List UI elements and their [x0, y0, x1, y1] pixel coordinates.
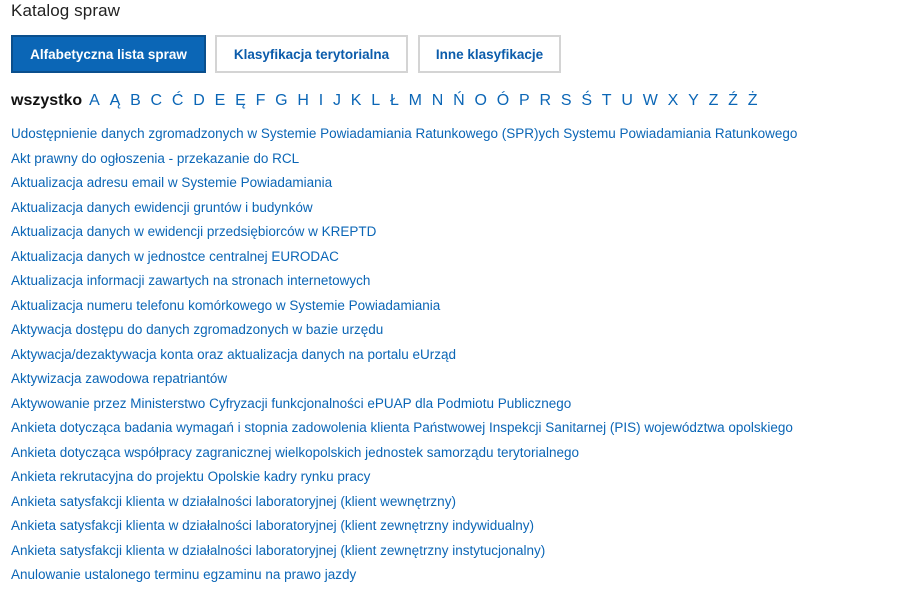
alphabet-letter[interactable]: G [275, 92, 288, 109]
case-list-item[interactable]: Aktualizacja danych w jednostce centralnej EURODAC [11, 248, 339, 264]
case-list-item[interactable]: Ankieta satysfakcji klienta w działalności laboratoryjnej (klient zewnętrzny instytucjonalny) [11, 542, 546, 558]
alphabet-letter[interactable]: Ć [171, 92, 184, 109]
classification-tabs [11, 35, 561, 73]
case-list-item[interactable]: Aktualizacja informacji zawartych na stronach internetowych [11, 273, 371, 288]
alphabet-letter[interactable]: Ó [496, 92, 510, 109]
case-list-item[interactable]: Aktualizacja danych ewidencji gruntów i budynków [11, 199, 313, 215]
alphabet-letter[interactable]: Y [688, 92, 699, 109]
tab-territorial-classification[interactable]: Klasyfikacja terytorialna [215, 35, 408, 73]
alphabet-letter[interactable]: Ś [581, 92, 592, 109]
alphabet-letter[interactable]: E [214, 92, 226, 109]
alphabet-letter[interactable]: Ź [728, 92, 738, 109]
alphabet-letter[interactable]: J [333, 92, 341, 109]
alphabet-letter[interactable]: T [601, 92, 612, 109]
alphabet-filter-all[interactable]: wszystko [11, 92, 83, 109]
alphabet-letter[interactable]: O [474, 92, 487, 109]
alphabet-letter[interactable]: Z [708, 92, 719, 109]
tab-alphabetical-list[interactable]: Alfabetyczna lista spraw [11, 35, 206, 73]
alphabet-letter[interactable]: K [350, 92, 362, 109]
alphabet-letter[interactable]: D [193, 92, 205, 109]
case-list-item[interactable]: Aktywowanie przez Ministerstwo Cyfryzacji funkcjonalności ePUAP dla Podmiotu Publicznego [11, 395, 572, 411]
alphabet-letter[interactable]: X [667, 92, 679, 109]
alphabet-letter[interactable]: Ę [235, 92, 246, 109]
alphabet-letter[interactable]: B [130, 92, 141, 109]
case-list-item[interactable]: Ankieta rekrutacyjna do projektu Opolskie kadry rynku pracy [11, 469, 371, 484]
alphabet-filter [11, 92, 767, 110]
case-list-item[interactable]: Aktywizacja zawodowa repatriantów [11, 371, 228, 386]
case-list-item[interactable]: Ankieta dotycząca badania wymagań i stopnia zadowolenia klienta Państwowej Inspekcji Sanitarnej (PIS) województwa opolskiego [11, 420, 793, 435]
alphabet-letter[interactable]: I [318, 92, 324, 109]
alphabet-letter[interactable]: N [431, 92, 444, 109]
alphabet-letter[interactable]: L [371, 92, 381, 109]
alphabet-letter[interactable]: F [255, 92, 266, 109]
alphabet-letter[interactable]: P [519, 92, 530, 109]
alphabet-letter[interactable]: R [539, 92, 552, 109]
alphabet-letter[interactable]: A [89, 92, 100, 109]
tab-other-classifications[interactable]: Inne klasyfikacje [418, 35, 561, 73]
case-list-item[interactable]: Aktualizacja danych w ewidencji przedsiębiorców w KREPTD [11, 224, 377, 239]
alphabet-letter[interactable]: S [560, 92, 572, 109]
case-list-item[interactable]: Anulowanie ustalonego terminu egzaminu na prawo jazdy [11, 567, 357, 582]
alphabet-letter[interactable]: Ł [389, 92, 399, 109]
case-list-item[interactable]: Aktywacja dostępu do danych zgromadzonych w bazie urzędu [11, 322, 384, 337]
alphabet-letter[interactable]: Ą [109, 92, 121, 109]
alphabet-letter[interactable]: U [621, 92, 633, 109]
alphabet-letter[interactable]: M [408, 92, 422, 109]
case-list-item[interactable]: Ankieta satysfakcji klienta w działalności laboratoryjnej (klient zewnętrzny indywidualny) [11, 518, 534, 533]
alphabet-letter[interactable]: W [642, 92, 658, 109]
alphabet-letter[interactable]: Ń [453, 92, 465, 109]
case-list-item[interactable]: Ankieta satysfakcji klienta w działalności laboratoryjnej (klient wewnętrzny) [11, 493, 456, 509]
case-list-item[interactable]: Aktualizacja adresu email w Systemie Powiadamiania [11, 175, 333, 190]
alphabet-letter[interactable]: H [297, 92, 309, 109]
case-list-item[interactable]: Ankieta dotycząca współpracy zagranicznej wielkopolskich jednostek samorządu terytorialnego [11, 444, 580, 460]
alphabet-letter[interactable]: C [150, 92, 163, 109]
case-list-item[interactable]: Aktualizacja numeru telefonu komórkowego w Systemie Powiadamiania [11, 297, 441, 313]
case-list-item[interactable]: Udostępnienie danych zgromadzonych w Systemie Powiadamiania Ratunkowego (SPR)ych Systemu Powiadamiania Ratunkowego [11, 126, 798, 141]
case-list-item[interactable]: Akt prawny do ogłoszenia - przekazanie do RCL [11, 150, 300, 166]
alphabet-letter[interactable]: Ż [747, 92, 758, 109]
case-list-item[interactable]: Aktywacja/dezaktywacja konta oraz aktualizacja danych na portalu eUrząd [11, 346, 456, 362]
case-list [11, 124, 797, 590]
page-title: Katalog spraw [11, 1, 121, 20]
